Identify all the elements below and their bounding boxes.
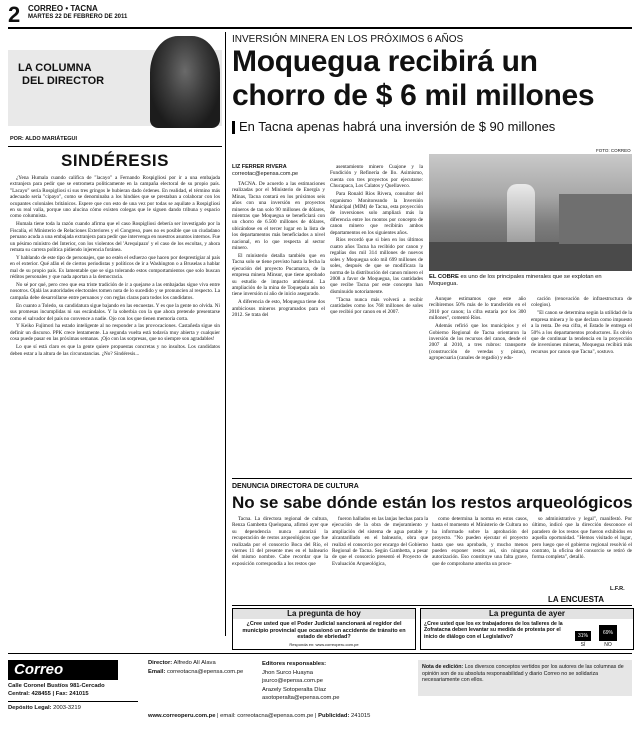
article-paragraph: asentamiento minero Cuajone y la Fundición y Refinería de Ilo. Asimismo, cuenta con tres proyectos por ejecutarse: Chucapaca, Los Calatos y Quellaveco. <box>330 164 423 190</box>
publicidad-label: Publicidad: <box>318 713 350 719</box>
poll-today-box <box>232 608 416 650</box>
article-paragraph: El ministerio detalla también que en Tacna solo se tiene previsto hasta la fecha la ejecución del proyecto Pucamarca, de la empresa minera Minsur, que tiene aprobado su estudio de impacto ambiental. La ampliación de la mina de Toquepala aún no tiene inversión ni año de inicio asegurado. <box>232 252 325 298</box>
column-divider <box>225 32 226 636</box>
article-col-1 <box>232 181 325 474</box>
publicidad-number: 241015 <box>351 713 371 719</box>
editor1-email: jsurco@epensa.com.pe <box>262 678 323 685</box>
poll-results <box>575 621 631 647</box>
footer-editores <box>262 660 339 703</box>
subhead-bar <box>232 121 235 134</box>
article-kicker: INVERSIÓN MINERA EN LOS PRÓXIMOS 6 AÑOS <box>232 34 464 45</box>
poll-yes-label: SÍ <box>580 642 586 648</box>
column-paragraph: En cuanto a Toledo, su candidatura sigue bajando en las encuestas. Y es que la gente no olvida. Ni sus promesas incumplidas ni sus escándalos. Y la soberbia con la que ahora pretende presentarse como el salvador del país no convence a nadie. Ojo con los que tienen memoria corta. <box>10 302 220 322</box>
story2-paragraph: como determina la norma en estos casos, hasta el momento el Ministerio de Cultura no ha informado sobre la aprobación del proyecto. "No pueden ejecutar el proyecto hasta que sea aprobado, y mucho menos pueden exponer restos así, sin ninguna autorización. Eso constituye una falta grave, que de comprobarse amerita un proce- <box>432 516 528 567</box>
story2-col-1 <box>232 516 328 594</box>
column-paragraph: Lo que sí está claro es que la gente quiere propuestas concretas y no insultos. Los candidatos deben estar a la altura de las circunstancias. ¿No? Sindéresis... <box>10 344 220 357</box>
central-label: Central: <box>8 691 30 697</box>
email-label: Email: <box>148 669 166 675</box>
article-paragraph: "Tacna nunca más volverá a recibir cantidades como los 768 millones de soles que recibió por canon en el 2007. <box>330 296 423 316</box>
footer-address: Calle Coronel Bustíos 981-Cercado <box>8 683 105 689</box>
story2-rule <box>232 478 632 479</box>
story2-col-4 <box>532 516 632 586</box>
article-headline-line1: Moquegua recibirá un <box>232 45 538 78</box>
footer-deposito <box>8 705 81 711</box>
deposito-label: Depósito Legal: <box>8 705 52 711</box>
footer-web-line: www.correoperu.com.pe | email: correotacna@epensa.com.pe | Publicidad: 241015 <box>148 713 371 719</box>
article-col-4 <box>531 296 632 474</box>
article-paragraph: Además refirió que los municipios y el Gobierno Regional de Tacna orientaron la inversión de los recursos del canon, desde el 2007 al 2010, a tres rubros: transporte (construcción de veredas y pistas), agropecuaria (canales de regadío) y edu- <box>429 323 526 362</box>
footer-phones: Central: 428455 | Fax: 241015 <box>8 691 89 697</box>
director-portrait <box>150 36 220 128</box>
editor1-name: Jhon Surco Huayna <box>262 669 313 676</box>
central-number: 428455 <box>31 691 51 697</box>
email2-address[interactable]: correotacna@epensa.com.pe <box>237 713 314 719</box>
note-text: Los diversos conceptos vertidos por los autores de las columnas de opinión son de su absoluta responsabilidad y diario Correo no se solidariza necesariamente con ellos. <box>422 664 624 684</box>
footer-inner-rule <box>8 701 138 702</box>
footer-email <box>148 669 243 675</box>
article-paragraph: A diferencia de esto, Moquegua tiene dos ambiciosos mineros programados para el 2012. Se trata del <box>232 299 325 319</box>
poll-rule <box>232 605 632 606</box>
poll-no-label: NO <box>604 642 612 648</box>
issue-date: MARTES 22 DE FEBRERO DE 2011 <box>28 14 128 20</box>
footer-rule <box>8 653 632 654</box>
footer-logo: Correo <box>14 661 64 678</box>
page-number: 2 <box>8 2 21 27</box>
deposito-number: 2003-3219 <box>53 705 81 711</box>
article-col-2 <box>330 164 423 474</box>
column-paragraph: ¿Yena Humala cuando califica de "lacayo" a Fernando Rospigliosi por ir a una embajada extranjera para pedir que se entrometa políticamente en la campaña electoral de su propio país. "Lacayo" sería Rospigliosi si sus tres gringos le hubieran dado órdenes. En realidad, el término más adecuado sería "cipayo", como se denominaba a los hindúes que se prestaban a colaborar con los ocupantes coloniales británicos. Espere que con esto de una vez por todas se aquilate a Rospigliosi en su real valía, porque uno alucina cómo existen colegas que le siguen dando tribuna y espacio como columnista. <box>10 175 220 220</box>
note-label: Nota de edición: <box>422 664 464 670</box>
poll-yes-value: 31% <box>575 631 591 641</box>
story2-col-3 <box>432 516 528 594</box>
article-email: correotac@epensa.com.pe <box>232 171 299 177</box>
column-paragraph: No sé por qué, pero creo que esa triste tradición de ir a quejarse a las embajadas sigue viva entre nosotros. Ojalá las autoridades electorales tomen nota de lo sucedido y se pronuncien al respecto. La campaña debe desarrollarse entre peruanos y con reglas claras para todos los candidatos. <box>10 282 220 301</box>
story2-kicker: DENUNCIA DIRECTORA DE CULTURA <box>232 483 359 490</box>
poll-section-label: LA ENCUESTA <box>548 595 604 604</box>
fax-number: 241015 <box>69 691 89 697</box>
article-paragraph: Ríos recordó que si bien en los últimos cuatro años Tacna ha recibido por canon y regalías dos mil 314 millones de nuevos soles y Moquegua solo mil 699 millones de soles, después de que se modificara la norma de la distribución del canon minero el 2008 a favor de Moquegua, las cantidades que recibe Tacna por este concepto han disminuido notoriamente. <box>330 237 423 295</box>
editores-label: Editores responsables: <box>262 661 327 667</box>
photo-fountain <box>507 184 535 246</box>
poll-today-title: La pregunta de hoy <box>233 609 415 619</box>
article-paragraph: cación (renovación de infraestructura de colegios). <box>531 296 632 309</box>
column-title-line2: DEL DIRECTOR <box>22 75 105 87</box>
column-paragraph: Humala tiene toda la razón cuando afirma que el caso Rospigliosi debería ser investigado por la Fiscalía, el Ministerio de Relaciones Exteriores y el Congreso, pues no es posible que un ciudadano peruano acuda a una embajada extranjera para pedir que intervenga en nuestros asuntos internos. Fue un pésimo ministro del Interior, con los violentos del 'Arequipazo' y el caso de los escoltas, y ahora remata su carrera política pidiendo injerencia foránea. <box>10 221 220 253</box>
article-photo <box>429 154 632 271</box>
caption-text: es uno de los principales minerales que se explotan en Moquegua. <box>429 274 602 287</box>
section-name: CORREO • TACNA <box>28 4 98 13</box>
photo-credit: FOTO: CORREO <box>596 148 631 153</box>
footer-note <box>422 664 628 684</box>
director-column <box>8 32 222 636</box>
column-body <box>10 175 220 635</box>
article-paragraph: Para Ronald Ríos Rivera, consultor del organismo Monitoreando la Inversión Municipal (MIM) de Tacna, esta proyección de inversiones solo ampliará más la diferencia entre los montos por concepto de canon minero que recibirán ambos departamentos en los siguientes años. <box>330 191 423 236</box>
article-paragraph: TACNA. De acuerdo a las estimaciones realizadas por el Ministerio de Energía y Minas, Tacna contará en los próximos seis años con una inversión en proyectos mineros de tan solo 90 millones de dólares, mientras que Moquegua se beneficiará con un chorro de 6.500 millones de dólares, ubicándose en el tercer lugar en la lista de los departamentos más beneficiados a nivel nacional, en lo que respecta al sector minero. <box>232 181 325 252</box>
photo-caption <box>429 274 632 288</box>
column-headline: SINDÉRESIS <box>61 151 169 170</box>
director-label: Director: <box>148 660 173 666</box>
article-author: LIZ FERRER RIVERA <box>232 164 287 170</box>
photo-building <box>559 194 632 244</box>
poll-today-note: Responda en: www.correoperu.com.pe <box>289 642 359 647</box>
article-paragraph: "El canon se determina según la utilidad de la empresa minera y lo que declara como impuesto a la renta. De esa cifra, el Estado le entrega el 50% a los departamentos productores. Es obvio que de continuar la tendencia en la proyección de inversiones mineras, Moquegua recibirá más recursos por canon que Tacna", sostuvo. <box>531 310 632 355</box>
web-address[interactable]: www.correoperu.com.pe <box>148 713 216 719</box>
article-col-3 <box>429 296 526 474</box>
story2-col-2 <box>332 516 428 594</box>
email-address: correotacna@epensa.com.pe <box>167 669 244 675</box>
poll-yesterday-title: La pregunta de ayer <box>421 609 633 619</box>
photo-plaza <box>429 242 632 271</box>
footer <box>8 656 632 724</box>
column-rule <box>8 146 222 147</box>
footer-director <box>148 660 216 666</box>
poll-today-question: ¿Cree usted que el Poder Judicial sancionará al regidor del municipio provincial que ocasionó un accidente de tránsito en estado de ebriedad? <box>242 621 406 640</box>
column-paragraph: Y hablando de este tipo de personajes, que no estén el esfuerzo que hacen por desprestigiar al país en el exterior. Qué afán el de ciertos periodistas y políticos de ir a Washington o a Bruselas a hablar mal de su propio país. Es lamentable que se siga tolerando estos comportamientos que solo buscan réditos personales y que nada aportan a la democracia. <box>10 254 220 281</box>
editor2-name: Arazely Sotoperalta Díaz <box>262 686 327 693</box>
story2-byline: L.F.R. <box>610 586 625 592</box>
poll-no-value: 69% <box>599 625 617 641</box>
column-paragraph: Y Keiko Fujimori ha estado inteligente al no responder a las provocaciones. Castañeda sigue sin definir un discurso. PPK crece lentamente. La segunda vuelta está todavía muy abierta y cualquier cosa puede pasar en las próximas semanas. ¡Ojo con las sorpresas, que no siempre son agradables! <box>10 323 220 343</box>
article-subhead: En Tacna apenas habrá una inversión de $ 90 millones <box>239 119 556 134</box>
director-name: Alfredo Alí Alava <box>173 660 216 666</box>
article-paragraph: Aunque estimamos que este año recibiremos 50% más de lo transferido en el 2010 por canon; la cifra estaría por los 300 millones", comentó Ríos. <box>429 296 526 322</box>
email2-label: email: <box>220 713 236 719</box>
article-headline-line2: chorro de $ 6 mil millones <box>232 79 595 112</box>
column-title-line1: LA COLUMNA <box>18 62 92 74</box>
story2-paragraph: fueron hallados en las lanjas hechas para la ejecución de la obra de mejoramiento y ampliación del sistema de agua potable y alcantarillado en el balneario, obra que realizó el consorcio por encargo del Gobierno Regional de Tacna. Según Gambetta, a pesar de que el consorcio presentó el Proyecto de Evaluación Arqueológica, <box>332 516 428 567</box>
story2-paragraph: Tacna. La directora regional de cultura, Renza Gambetta Quelopana, afirmó ayer que su dependencia nunca autorizó la recuperación de restos arqueológicos que fue realizada por el consorcio Boca del Río, el viernes 11 del presente mes en el balneario del mismo nombre. Cabe recordar que la exposición correspondía a los restos que <box>232 516 328 567</box>
poll-yesterday-box <box>420 608 634 650</box>
poll-yesterday-question: ¿Cree usted que los ex trabajadores de los talleres de la Zofratacna deben levantar su medida de protesta por el inicio de diálogo con el Legislativo? <box>424 621 563 640</box>
caption-bold: EL COBRE <box>429 274 459 280</box>
header-rule <box>8 27 632 29</box>
story2-headline: No se sabe dónde están los restos arqueológicos <box>232 493 633 512</box>
fax-label: Fax: <box>55 691 68 697</box>
story2-paragraph: so administrativo y legal", manifestó. Por último, indicó que la dirección desconoce el paradero de los restos que fueron exhibidos en aquella oportunidad. "Hemos visitado el lugar, pero luego que el gobierno regional resolvió el contrato, la oficina del consorcio se retiró de forma completa", detalló. <box>532 516 632 561</box>
editor2-email: asotoperalta@epensa.com.pe <box>262 695 340 702</box>
column-byline: POR: ALDO MARIÁTEGUI <box>10 136 78 142</box>
